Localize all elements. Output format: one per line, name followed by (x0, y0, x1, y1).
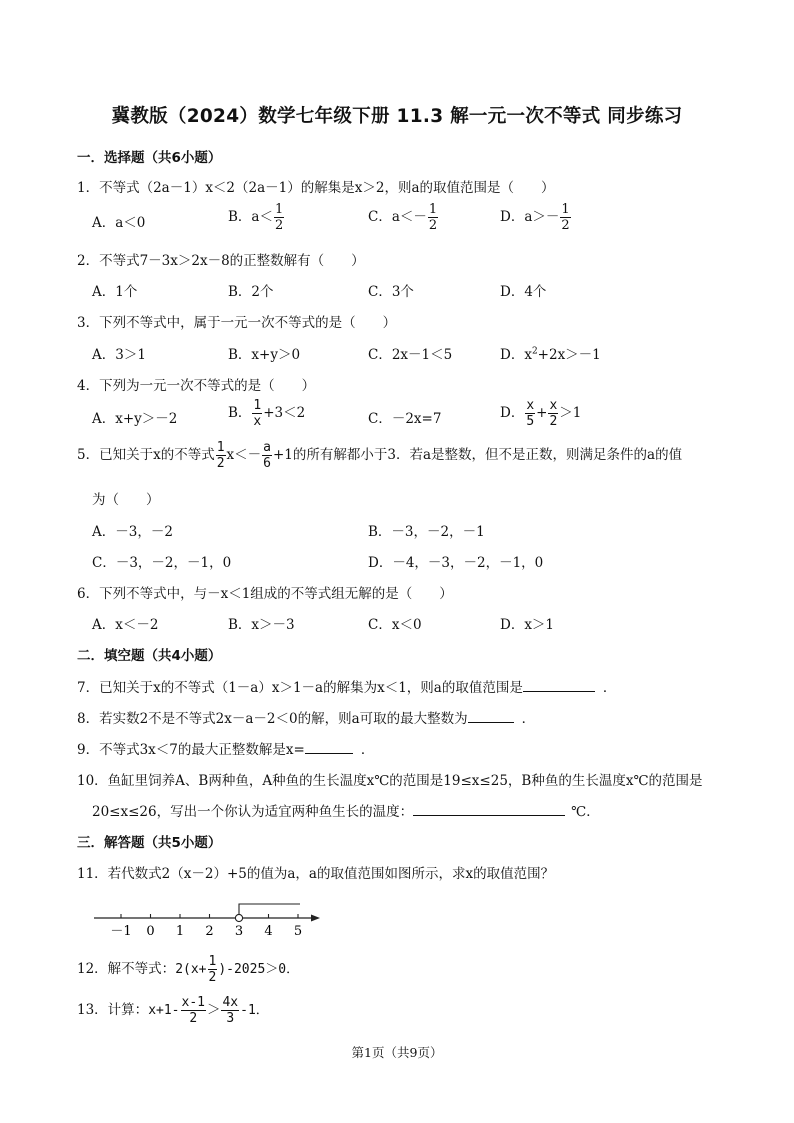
number-line-tick-label: 0 (146, 924, 155, 939)
q6-option-a: A．x＜－2 (92, 617, 159, 633)
q3-option-a: A．3＞1 (92, 347, 146, 363)
q5-option-d: D．－4，－3，－2，－1，0 (368, 555, 544, 571)
open-point (235, 914, 242, 921)
number-line-tick-label: 1 (175, 924, 185, 939)
q9-stem: 9．不等式3x＜7的最大正整数解是x= ． (77, 738, 374, 758)
q4-option-c: C．－2x=7 (368, 411, 442, 427)
q5-option-b: B．－3，－2，－1 (368, 524, 485, 540)
q10-stem-cont: 20≤x≤26，写出一个你认为适宜两种鱼生长的温度： ℃． (92, 800, 600, 820)
page-footer: 第1页（共9页） (351, 1045, 443, 1060)
number-line-tick-label: 5 (293, 924, 303, 939)
number-line-tick-label: 3 (234, 924, 244, 939)
q4-option-a: A．x+y＞－2 (92, 411, 178, 427)
q13-stem: 13．计算：x+1- $\frac{x-1}{2}$ ＞ $\frac{4x}{3}$ -1． (77, 995, 269, 1026)
q6-option-b: B．x＞－3 (228, 617, 295, 633)
q1-stem: 1．不等式（2a－1）x＜2（2a－1）的解集是x＞2，则a的取值范围是（ ） (77, 180, 555, 196)
q11-stem: 11．若代数式2（x－2）+5的值为a，a的取值范围如图所示，求x的取值范围？ (77, 866, 555, 882)
q8-stem: 8．若实数2不是不等式2x－a－2＜0的解，则a可取的最大整数为 ． (77, 707, 535, 727)
q6-option-c: C．x＜0 (368, 617, 422, 633)
q5-stem-cont: 为（ ） (92, 492, 160, 508)
section-choice: 一．选择题（共6小题） (77, 150, 222, 166)
q3-option-d: D．$x^2+2x>-1$ (500, 346, 601, 363)
q1-option-d: D．a＞－ $\frac{1}{2}$ (500, 202, 570, 233)
q12-stem: 12．解不等式：2(x+ $\frac{1}{2}$ )-2025＞0． (77, 954, 300, 985)
q5-option-a: A．－3，－2 (92, 524, 173, 540)
q2-stem: 2．不等式7－3x＞2x－8的正整数解有（ ） (77, 253, 365, 269)
q10-stem: 10．鱼缸里饲养A、B两种鱼，A种鱼的生长温度x℃的范围是19≤x≤25，B种鱼的生长温度x℃的范围是 (77, 773, 703, 789)
solution-ray (239, 904, 300, 914)
q3-option-b: B．x+y＞0 (228, 347, 301, 363)
q9-answer-blank[interactable] (305, 739, 353, 754)
q3-option-c: C．2x－1＜5 (368, 347, 453, 363)
q8-answer-blank[interactable] (468, 708, 514, 723)
q4-option-b: B． $\frac{1}{x}$ +3＜2 (228, 398, 306, 429)
q7-answer-blank[interactable] (523, 677, 595, 692)
arrow-right-icon (311, 915, 320, 922)
q2-option-a: A．1个 (92, 284, 138, 300)
q10-answer-blank[interactable] (413, 801, 565, 816)
q1-option-c: C．a＜－ $\frac{1}{2}$ (368, 202, 438, 233)
section-solve: 三．解答题（共5小题） (77, 835, 222, 851)
q4-stem: 4．下列为一元一次不等式的是（ ） (77, 378, 316, 394)
q6-option-d: D．x＞1 (500, 617, 555, 633)
number-line (90, 890, 325, 940)
page-title: 冀教版（2024）数学七年级下册 11.3 解一元一次不等式 同步练习 (111, 106, 683, 127)
q5-option-c: C．－3，－2，－1，0 (92, 555, 232, 571)
q2-option-c: C．3个 (368, 284, 414, 300)
q4-option-d: D． $\frac{x}{5}$ + $\frac{x}{2}$ ＞1 (500, 398, 582, 429)
q5-stem: 5．已知关于x的不等式 $\frac{1}{2}$ x＜－ $\frac{a}{6}$ +1的所有解都小于3．若a是整数，但不是正数，则满足条件的a的值 (77, 440, 683, 471)
q3-stem: 3．下列不等式中，属于一元一次不等式的是（ ） (77, 315, 397, 331)
q7-stem: 7．已知关于x的不等式（1－a）x＞1－a的解集为x＜1，则a的取值范围是 ． (77, 676, 616, 696)
number-line-tick-label: 4 (264, 924, 273, 939)
q2-option-b: B．2个 (228, 284, 274, 300)
q1-option-a: A．a＜0 (92, 215, 146, 231)
section-fill: 二．填空题（共4小题） (77, 648, 222, 664)
q6-stem: 6．下列不等式中，与－x＜1组成的不等式组无解的是（ ） (77, 586, 453, 602)
q1-option-b: B．a＜ $\frac{1}{2}$ (228, 202, 284, 233)
number-line-tick-label: 2 (205, 924, 214, 939)
number-line-tick-label: －1 (110, 924, 132, 939)
q2-option-d: D．4个 (500, 284, 547, 300)
